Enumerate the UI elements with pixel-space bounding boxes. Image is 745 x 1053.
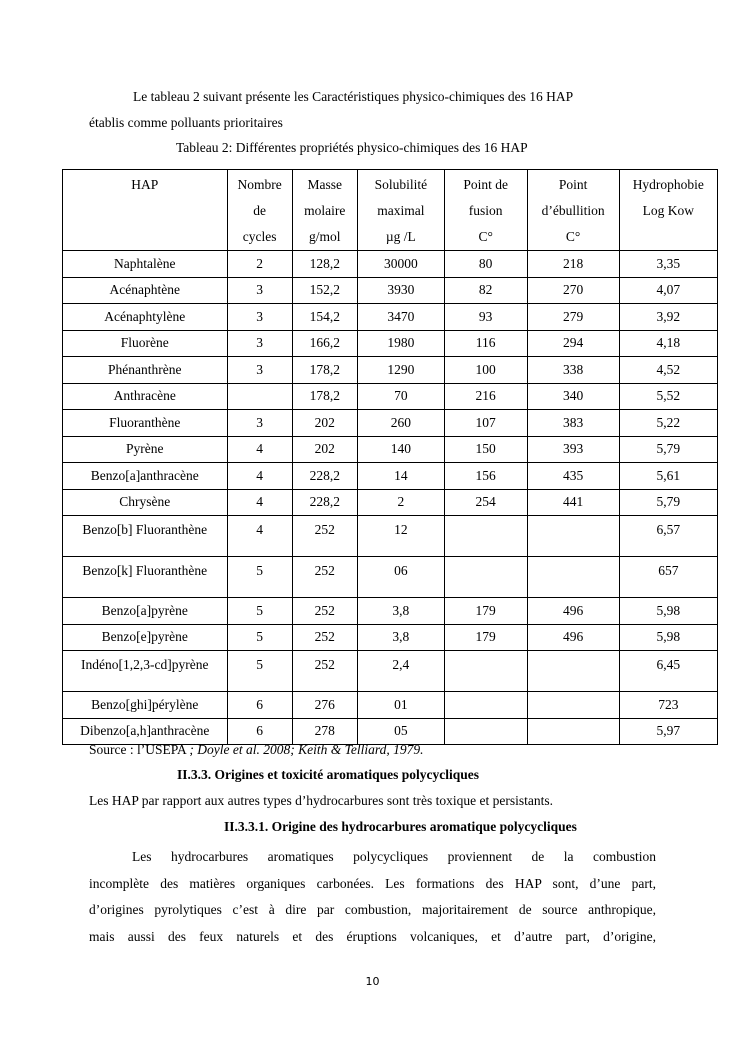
table-cell: 5,61: [619, 463, 717, 490]
table-cell: 4: [227, 516, 292, 557]
table-cell: 93: [444, 304, 527, 331]
table-cell: 279: [527, 304, 619, 331]
subsection-heading: II.3.3.1. Origine des hydrocarbures aromatique polycycliques: [224, 819, 577, 834]
compound-name-cell: Indéno[1,2,3-cd]pyrène: [63, 651, 228, 692]
table-cell: 178,2: [292, 357, 357, 384]
table-cell: [527, 692, 619, 719]
compound-name-cell: Acénaphtène: [63, 277, 228, 304]
column-header-line: µg /L: [385, 229, 416, 244]
table-cell: 4: [227, 489, 292, 516]
table-cell: 218: [527, 251, 619, 278]
table-row: [63, 516, 718, 557]
table-cell: 12: [357, 516, 444, 557]
compound-name-cell: Benzo[b] Fluoranthène: [63, 516, 228, 557]
table-row: [63, 357, 718, 384]
table-cell: 3,8: [357, 598, 444, 625]
column-header-line: Log Kow: [642, 203, 694, 218]
table-cell: 5,79: [619, 436, 717, 463]
column-header-line: maximal: [377, 203, 425, 218]
table-cell: 252: [292, 651, 357, 692]
column-header: [527, 170, 619, 251]
table-cell: 2,4: [357, 651, 444, 692]
column-header-line: d’ébullition: [541, 203, 605, 218]
table-cell: [444, 718, 527, 745]
table-row: [63, 489, 718, 516]
table-cell: 3,35: [619, 251, 717, 278]
table-row: [63, 383, 718, 410]
table-cell: 5,97: [619, 718, 717, 745]
table-cell: 6,45: [619, 651, 717, 692]
table-cell: 154,2: [292, 304, 357, 331]
paragraph-line: Les hydrocarbures aromatiques polycycliques proviennent de la combustion: [132, 849, 656, 864]
compound-name-cell: Chrysène: [63, 489, 228, 516]
table-cell: 3470: [357, 304, 444, 331]
table-cell: 1980: [357, 330, 444, 357]
table-cell: 338: [527, 357, 619, 384]
table-row: [63, 277, 718, 304]
table-cell: 5,98: [619, 598, 717, 625]
table-cell: 128,2: [292, 251, 357, 278]
table-source: [89, 742, 424, 758]
table-cell: 3: [227, 357, 292, 384]
table-cell: 1290: [357, 357, 444, 384]
table-cell: 3930: [357, 277, 444, 304]
column-header: [63, 170, 228, 251]
table-cell: 2: [357, 489, 444, 516]
table-cell: [527, 516, 619, 557]
table-cell: 2: [227, 251, 292, 278]
column-header-line: Hydrophobie: [632, 177, 704, 192]
table-row: [63, 330, 718, 357]
page-number: 10: [365, 975, 380, 988]
section-heading: II.3.3. Origines et toxicité aromatiques polycycliques: [177, 767, 479, 782]
column-header: [292, 170, 357, 251]
table-cell: 01: [357, 692, 444, 719]
table-cell: 70: [357, 383, 444, 410]
column-header: [227, 170, 292, 251]
table-cell: 254: [444, 489, 527, 516]
table-cell: 202: [292, 410, 357, 437]
table-cell: [527, 718, 619, 745]
table-cell: 3: [227, 330, 292, 357]
column-header-line: cycles: [242, 229, 277, 244]
hap-properties-table: [62, 169, 718, 745]
table-row: [63, 436, 718, 463]
table-cell: [444, 651, 527, 692]
column-header-line: Masse: [307, 177, 343, 192]
table-cell: 05: [357, 718, 444, 745]
table-cell: 3: [227, 277, 292, 304]
table-cell: 5: [227, 651, 292, 692]
table-cell: 152,2: [292, 277, 357, 304]
table-header-row: [63, 170, 718, 251]
table-row: [63, 598, 718, 625]
table-body: [63, 251, 718, 745]
compound-name-cell: Fluorène: [63, 330, 228, 357]
section-text: Les HAP par rapport aux autres types d’hydrocarbures sont très toxique et persistants.: [89, 793, 554, 808]
table-cell: 4: [227, 463, 292, 490]
column-header-line: C°: [565, 229, 581, 244]
table-cell: 3,92: [619, 304, 717, 331]
table-cell: 723: [619, 692, 717, 719]
table-row: [63, 410, 718, 437]
table-cell: 3: [227, 304, 292, 331]
table-cell: 178,2: [292, 383, 357, 410]
paragraph-line: mais aussi des feux naturels et des éruptions volcaniques, et d’autre part, d’origine,: [89, 928, 656, 944]
table-cell: 278: [292, 718, 357, 745]
table-cell: 202: [292, 436, 357, 463]
table-cell: 166,2: [292, 330, 357, 357]
table-cell: 116: [444, 330, 527, 357]
compound-name-cell: Naphtalène: [63, 251, 228, 278]
table-cell: 276: [292, 692, 357, 719]
column-header-line: de: [253, 203, 266, 218]
source-references: ; Doyle et al. 2008; Keith & Telliard, 1979.: [189, 742, 424, 757]
compound-name-cell: Dibenzo[a,h]anthracène: [63, 718, 228, 745]
table-cell: 6: [227, 692, 292, 719]
compound-name-cell: Benzo[a]anthracène: [63, 463, 228, 490]
paragraph-line: d’origines pyrolytiques c’est à dire par combustion, majoritairement de source anthropique,: [89, 902, 656, 917]
table-cell: 6,57: [619, 516, 717, 557]
table-cell: 393: [527, 436, 619, 463]
table-cell: 5,79: [619, 489, 717, 516]
column-header: [357, 170, 444, 251]
compound-name-cell: Benzo[ghi]pérylène: [63, 692, 228, 719]
table-cell: 657: [619, 557, 717, 598]
table-row: [63, 692, 718, 719]
table-cell: 252: [292, 624, 357, 651]
compound-name-cell: Fluoranthène: [63, 410, 228, 437]
intro-line-1: Le tableau 2 suivant présente les Caractéristiques physico-chimiques des 16 HAP: [133, 89, 574, 104]
intro-line-2: établis comme polluants prioritaires: [89, 115, 283, 130]
table-cell: 216: [444, 383, 527, 410]
column-header-line: Point: [558, 177, 588, 192]
table-cell: 3: [227, 410, 292, 437]
table-cell: 4,07: [619, 277, 717, 304]
table-cell: 228,2: [292, 463, 357, 490]
compound-name-cell: Phénanthrène: [63, 357, 228, 384]
table-cell: 6: [227, 718, 292, 745]
column-header-line: Nombre: [237, 177, 282, 192]
table-cell: 383: [527, 410, 619, 437]
table-cell: 4,52: [619, 357, 717, 384]
table-row: [63, 557, 718, 598]
compound-name-cell: Pyrène: [63, 436, 228, 463]
compound-name-cell: Benzo[a]pyrène: [63, 598, 228, 625]
table-cell: 5: [227, 624, 292, 651]
table-cell: 252: [292, 516, 357, 557]
compound-name-cell: Benzo[k] Fluoranthène: [63, 557, 228, 598]
table-cell: 5: [227, 557, 292, 598]
table-cell: 270: [527, 277, 619, 304]
column-header: [619, 170, 717, 251]
table-cell: 06: [357, 557, 444, 598]
origin-paragraph: [89, 844, 656, 950]
column-header-line: g/mol: [309, 229, 341, 244]
table-caption: Tableau 2: Différentes propriétés physico-chimiques des 16 HAP: [176, 140, 528, 155]
table-cell: 252: [292, 557, 357, 598]
table-cell: 5,22: [619, 410, 717, 437]
table-cell: 100: [444, 357, 527, 384]
table-cell: 441: [527, 489, 619, 516]
table-cell: [227, 383, 292, 410]
table-cell: 14: [357, 463, 444, 490]
table-cell: 3,8: [357, 624, 444, 651]
table-cell: [444, 516, 527, 557]
table-cell: 294: [527, 330, 619, 357]
table-cell: [527, 557, 619, 598]
column-header: [444, 170, 527, 251]
column-header-line: Solubilité: [374, 177, 428, 192]
table-cell: 82: [444, 277, 527, 304]
table-row: [63, 651, 718, 692]
table-cell: 4,18: [619, 330, 717, 357]
table-cell: 496: [527, 624, 619, 651]
column-header-line: fusion: [468, 203, 503, 218]
table-cell: 5,98: [619, 624, 717, 651]
table-cell: [527, 651, 619, 692]
column-header-line: Point de: [463, 177, 508, 192]
table-row: [63, 251, 718, 278]
table-row: [63, 463, 718, 490]
table-cell: 5: [227, 598, 292, 625]
table-row: [63, 304, 718, 331]
column-header-line: C°: [478, 229, 493, 244]
table-row: [63, 624, 718, 651]
table-cell: 5,52: [619, 383, 717, 410]
table-cell: 252: [292, 598, 357, 625]
table-cell: 260: [357, 410, 444, 437]
table-cell: 30000: [357, 251, 444, 278]
table-cell: 228,2: [292, 489, 357, 516]
column-header-line: molaire: [304, 203, 346, 218]
table-cell: [444, 557, 527, 598]
column-header-line: HAP: [131, 177, 159, 192]
compound-name-cell: Anthracène: [63, 383, 228, 410]
table-cell: 179: [444, 624, 527, 651]
table-cell: 156: [444, 463, 527, 490]
table-cell: 435: [527, 463, 619, 490]
table-cell: 340: [527, 383, 619, 410]
paragraph-line: incomplète des matières organiques carbonées. Les formations des HAP sont, d’une part,: [89, 875, 656, 891]
table-cell: 150: [444, 436, 527, 463]
table-cell: 4: [227, 436, 292, 463]
table-cell: 107: [444, 410, 527, 437]
table-cell: 140: [357, 436, 444, 463]
table-cell: 496: [527, 598, 619, 625]
table-cell: [444, 692, 527, 719]
table-cell: 179: [444, 598, 527, 625]
compound-name-cell: Acénaphtylène: [63, 304, 228, 331]
compound-name-cell: Benzo[e]pyrène: [63, 624, 228, 651]
source-prefix: Source : l’USEPA: [89, 742, 190, 757]
table-row: [63, 718, 718, 745]
table-cell: 80: [444, 251, 527, 278]
